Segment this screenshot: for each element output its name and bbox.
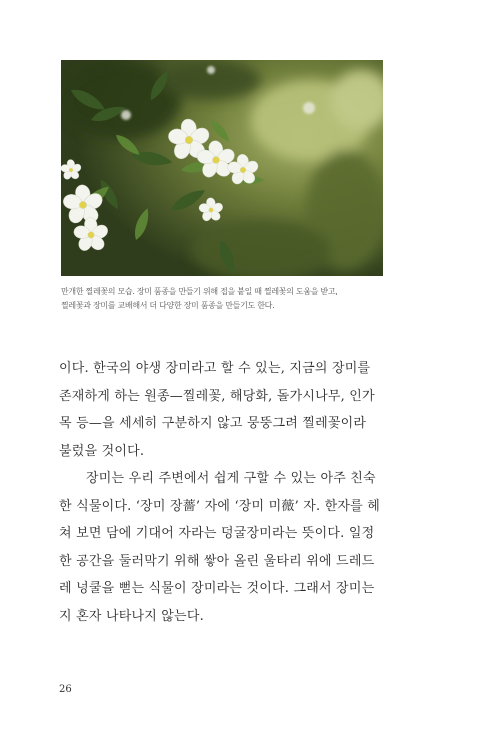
- body-line: 한 식물이다. ‘장미 장薔’ 자에 ‘장미 미薇’ 자. 한자를 헤: [59, 498, 381, 514]
- page-number: 26: [59, 684, 72, 695]
- body-line: 레 넝쿨을 뻗는 식물이 장미라는 것이다. 그래서 장미는: [59, 581, 375, 596]
- body-text: [59, 355, 389, 630]
- body-line: 쳐 보면 담에 기대어 자라는 덩굴장미라는 뜻이다. 일정: [59, 526, 375, 541]
- photo-caption: [61, 285, 391, 313]
- body-line: 존재하게 하는 원종—찔레꽃, 해당화, 돌가시나무, 인가: [59, 388, 375, 404]
- body-line: 불렀을 것이다.: [59, 443, 145, 459]
- caption-line: 찔레꽃과 장미를 교배해서 더 다양한 장미 품종을 만들기도 한다.: [61, 301, 275, 310]
- body-line: 장미는 우리 주변에서 쉽게 구할 수 있는 아주 친숙: [86, 471, 376, 486]
- body-line: 지 혼자 나타나지 않는다.: [59, 608, 204, 624]
- caption-line: 만개한 찔레꽃의 모습. 장미 품종을 만들기 위해 접을 붙일 때 찔레꽃의 도움을 받고,: [61, 287, 338, 296]
- body-line: 목 등—을 세세히 구분하지 않고 뭉뚱그려 찔레꽃이라: [59, 416, 367, 431]
- flower-photo: [61, 60, 383, 276]
- body-line: 한 공간을 둘러막기 위해 쌓아 올린 울타리 위에 드레드: [59, 553, 375, 569]
- body-line: 이다. 한국의 야생 장미라고 할 수 있는, 지금의 장미를: [59, 361, 371, 376]
